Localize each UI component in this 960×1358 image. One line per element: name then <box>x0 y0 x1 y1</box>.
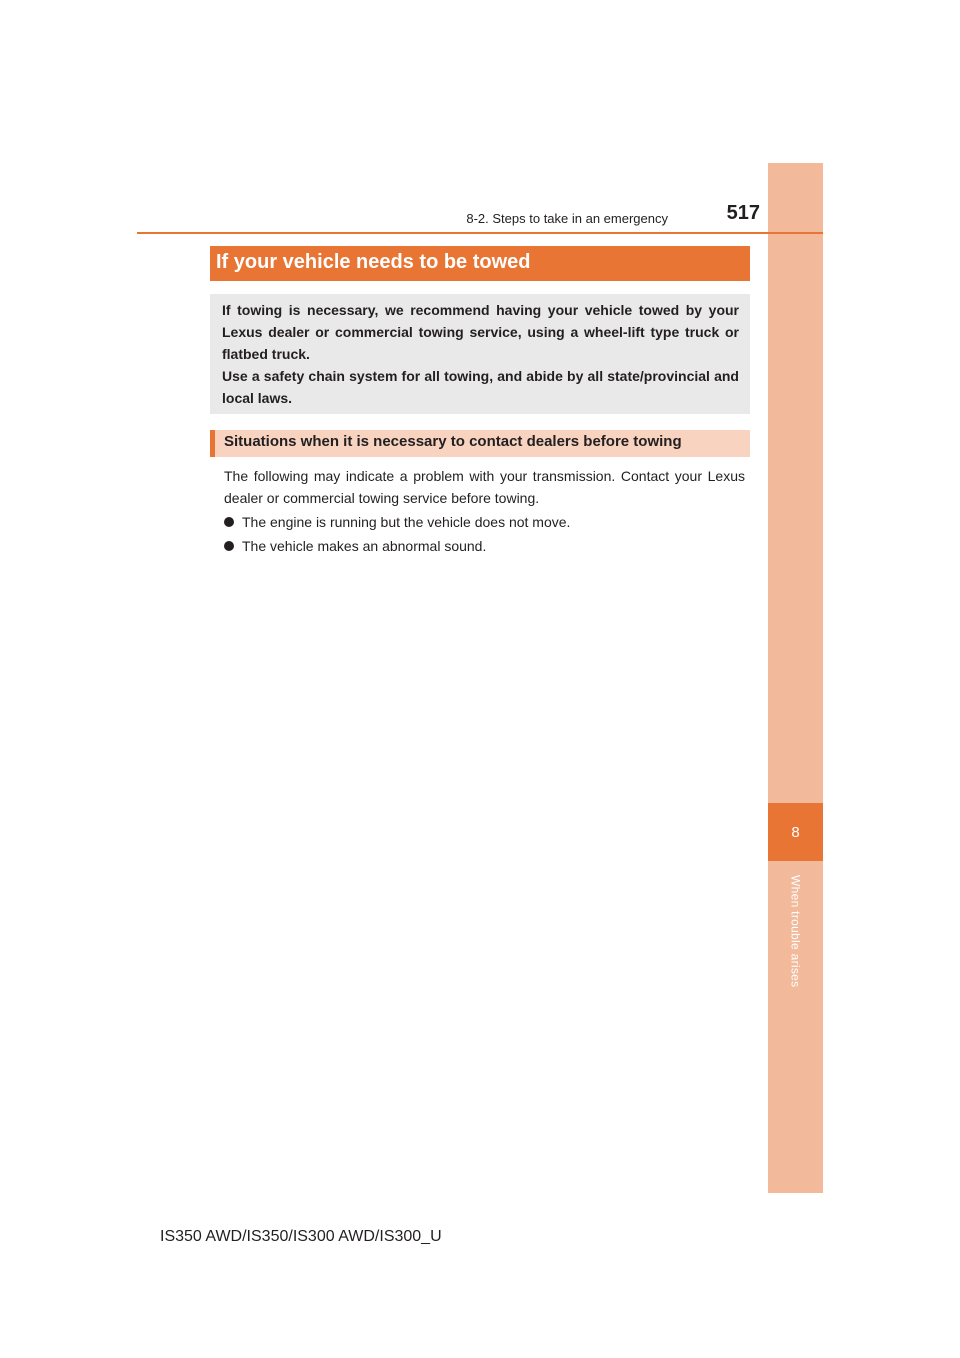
list-item <box>224 511 745 533</box>
footer-model: IS350 AWD/IS350/IS300 AWD/IS300_U <box>160 1228 442 1245</box>
page-number: 517 <box>726 202 760 224</box>
chapter-number: 8 <box>768 803 823 861</box>
bullet-icon <box>224 541 234 551</box>
chapter-title: When trouble arises <box>788 875 803 988</box>
chapter-side-tab <box>768 163 823 1193</box>
section-heading: 8-2. Steps to take in an emergency <box>466 211 668 226</box>
list-item-text: The vehicle makes an abnormal sound. <box>242 538 487 554</box>
subsection-title: Situations when it is necessary to contact dealers before towing <box>210 430 750 457</box>
subsection-body <box>224 465 745 559</box>
header-divider <box>137 232 823 234</box>
intro-box <box>210 294 750 414</box>
bullet-list <box>224 511 745 557</box>
page-title: If your vehicle needs to be towed <box>210 246 750 281</box>
subsection-paragraph: The following may indicate a problem with your transmission. Contact your Lexus dealer or commercial towing service before towing. <box>224 468 745 506</box>
bullet-icon <box>224 517 234 527</box>
list-item-text: The engine is running but the vehicle does not move. <box>242 514 571 530</box>
list-item <box>224 535 745 557</box>
intro-paragraph-2: Use a safety chain system for all towing, and abide by all state/provincial and local laws. <box>222 368 739 406</box>
chapter-title-container <box>768 875 823 1055</box>
intro-paragraph-1: If towing is necessary, we recommend having your vehicle towed by your Lexus dealer or commercial towing service, using a wheel-lift type truck or flatbed truck. <box>222 302 739 362</box>
